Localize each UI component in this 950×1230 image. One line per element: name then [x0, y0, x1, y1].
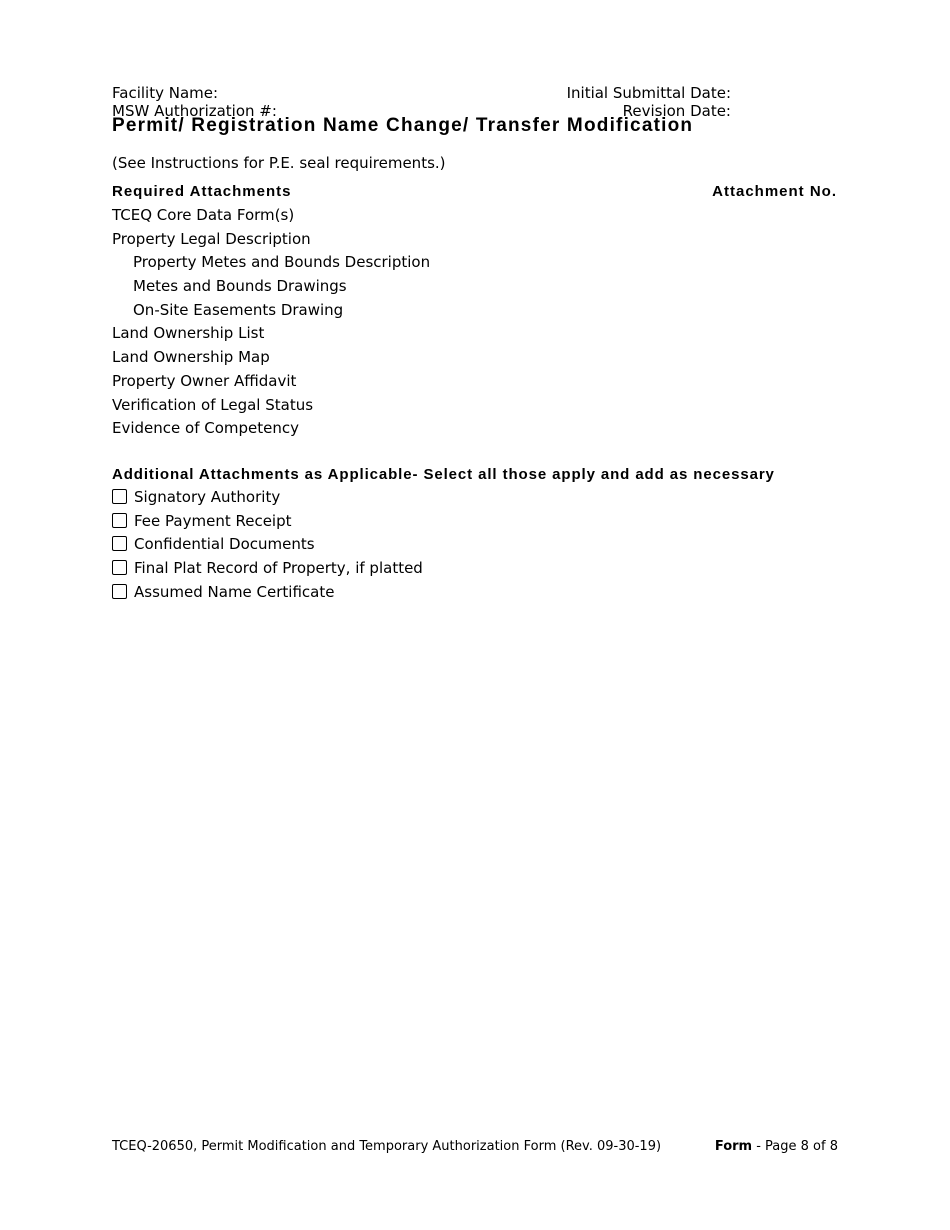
checkbox-label: Confidential Documents [134, 535, 315, 554]
footer-page-info [715, 1138, 838, 1156]
checkbox-icon[interactable] [112, 513, 127, 528]
list-item: Metes and Bounds Drawings [133, 277, 347, 296]
list-item: Evidence of Competency [112, 419, 300, 438]
checkbox-confidential-documents[interactable] [112, 535, 423, 559]
footer-form-word: Form [714, 1139, 753, 1154]
required-attachments-heading: Required Attachments [112, 183, 292, 200]
checkbox-icon[interactable] [112, 489, 127, 504]
list-item: Property Legal Description [112, 229, 311, 248]
list-item: Land Ownership Map [112, 348, 270, 367]
checkbox-signatory-authority[interactable] [112, 488, 423, 512]
attachment-no-heading: Attachment No. [712, 183, 837, 200]
footer-page-number: - Page 8 of 8 [752, 1139, 838, 1154]
checkbox-fee-payment-receipt[interactable] [112, 512, 423, 536]
checkbox-icon[interactable] [112, 560, 127, 575]
instructions-note: (See Instructions for P.E. seal requirements.) [112, 154, 446, 172]
checkbox-icon[interactable] [112, 584, 127, 599]
checkbox-label: Signatory Authority [134, 488, 281, 506]
list-item: Verification of Legal Status [112, 395, 314, 414]
list-item: Property Metes and Bounds Description [133, 253, 431, 272]
msw-authorization-label: MSW Authorization #: [112, 102, 277, 120]
required-attachments-list [112, 206, 430, 443]
checkbox-icon[interactable] [112, 536, 127, 551]
checkbox-assumed-name-certificate[interactable] [112, 583, 423, 607]
list-item: Land Ownership List [112, 324, 265, 343]
page-title: Permit/ Registration Name Change/ Transfer Modification [112, 115, 694, 136]
checkbox-final-plat-record[interactable] [112, 559, 423, 583]
initial-submittal-date-label: Initial Submittal Date: [566, 84, 731, 102]
checkbox-label: Final Plat Record of Property, if platted [134, 559, 423, 578]
list-item: Property Owner Affidavit [112, 371, 297, 390]
facility-name-label: Facility Name: [112, 84, 219, 102]
checkbox-label: Assumed Name Certificate [134, 582, 335, 601]
checkbox-label: Fee Payment Receipt [134, 511, 292, 530]
additional-attachments-heading: Additional Attachments as Applicable- Select all those apply and add as necessary [112, 466, 775, 483]
list-item: On-Site Easements Drawing [133, 300, 344, 319]
footer-form-id: TCEQ-20650, Permit Modification and Temporary Authorization Form (Rev. 09-30-19) [112, 1139, 662, 1154]
revision-date-label: Revision Date: [622, 102, 731, 120]
additional-attachments-list [112, 488, 423, 606]
list-item: TCEQ Core Data Form(s) [112, 206, 295, 224]
